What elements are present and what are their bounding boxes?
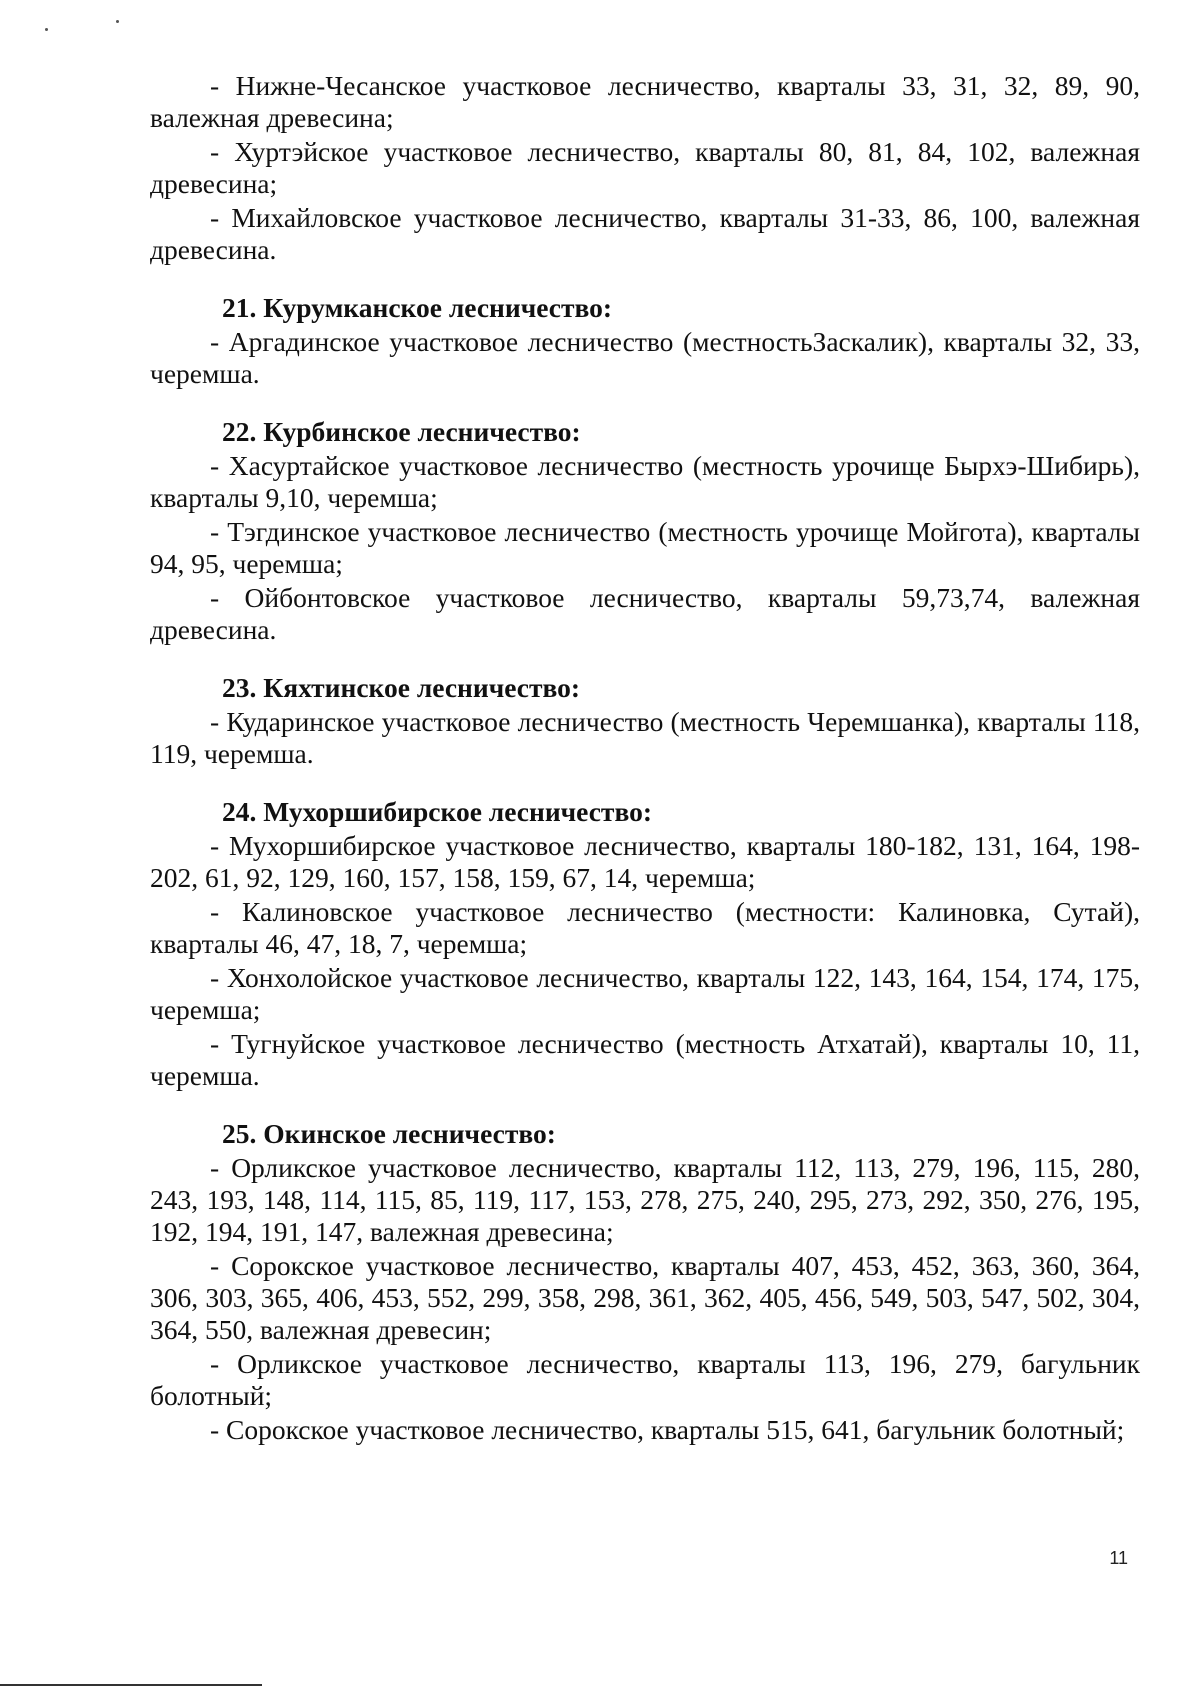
page-number: 11 — [1109, 1548, 1128, 1568]
list-item: - Аргадинское участковое лесничество (местностьЗаскалик), кварталы 32, 33, черемша. — [150, 326, 1140, 389]
list-item: - Хуртэйское участковое лесничество, кварталы 80, 81, 84, 102, валежная древесина; — [150, 136, 1140, 199]
section-25 — [150, 1118, 1140, 1446]
section-22 — [150, 416, 1140, 646]
list-item: - Нижне-Чесанское участковое лесничество, кварталы 33, 31, 32, 89, 90, валежная древесина; — [150, 70, 1140, 133]
scan-speck — [45, 28, 48, 31]
section-23 — [150, 672, 1140, 770]
list-item: - Тэгдинское участковое лесничество (местность урочище Мойгота), кварталы 94, 95, черемша; — [150, 516, 1140, 579]
list-item: - Тугнуйское участковое лесничество (местность Атхатай), кварталы 10, 11, черемша. — [150, 1028, 1140, 1091]
section-heading: 25. Окинское лесничество: — [222, 1118, 556, 1149]
list-item: - Михайловское участковое лесничество, кварталы 31-33, 86, 100, валежная древесина. — [150, 202, 1140, 265]
section-continuation — [150, 70, 1140, 266]
section-heading: 21. Курумканское лесничество: — [222, 292, 613, 323]
section-heading: 23. Кяхтинское лесничество: — [222, 672, 581, 703]
section-heading: 22. Курбинское лесничество: — [222, 416, 581, 447]
section-24 — [150, 796, 1140, 1092]
list-item: - Хасуртайское участковое лесничество (местность урочище Бырхэ-Шибирь), кварталы 9,10, черемша; — [150, 450, 1140, 513]
list-item: - Орликское участковое лесничество, кварталы 112, 113, 279, 196, 115, 280, 243, 193, 148, 114, 115, 85, 119, 117, 153, 278, 275, 240, 295, 273, 292, 350, 276, 195, 192, 194, 191, 147, валежная древесина; — [150, 1152, 1140, 1247]
list-item: - Хонхолойское участковое лесничество, кварталы 122, 143, 164, 154, 174, 175, черемша; — [150, 962, 1140, 1025]
list-item: - Орликское участковое лесничество, кварталы 113, 196, 279, багульник болотный; — [150, 1348, 1140, 1411]
document-body — [150, 70, 1140, 1448]
section-heading: 24. Мухоршибирское лесничество: — [222, 796, 653, 827]
list-item: - Ойбонтовское участковое лесничество, кварталы 59,73,74, валежная древесина. — [150, 582, 1140, 645]
section-21 — [150, 292, 1140, 390]
list-item: - Сорокское участковое лесничество, кварталы 515, 641, багульник болотный; — [210, 1414, 1125, 1445]
scan-speck — [116, 20, 119, 23]
list-item: - Кударинское участковое лесничество (местность Черемшанка), кварталы 118, 119, черемша. — [150, 706, 1140, 769]
list-item: - Сорокское участковое лесничество, кварталы 407, 453, 452, 363, 360, 364, 306, 303, 365, 406, 453, 552, 299, 358, 298, 361, 362, 405, 456, 549, 503, 547, 502, 304, 364, 550, валежная древесин; — [150, 1250, 1140, 1345]
scan-edge-line — [0, 1684, 262, 1686]
list-item: - Мухоршибирское участковое лесничество, кварталы 180-182, 131, 164, 198-202, 61, 92, 129, 160, 157, 158, 159, 67, 14, черемша; — [150, 830, 1140, 893]
list-item: - Калиновское участковое лесничество (местности: Калиновка, Сутай), кварталы 46, 47, 18, 7, черемша; — [150, 896, 1140, 959]
